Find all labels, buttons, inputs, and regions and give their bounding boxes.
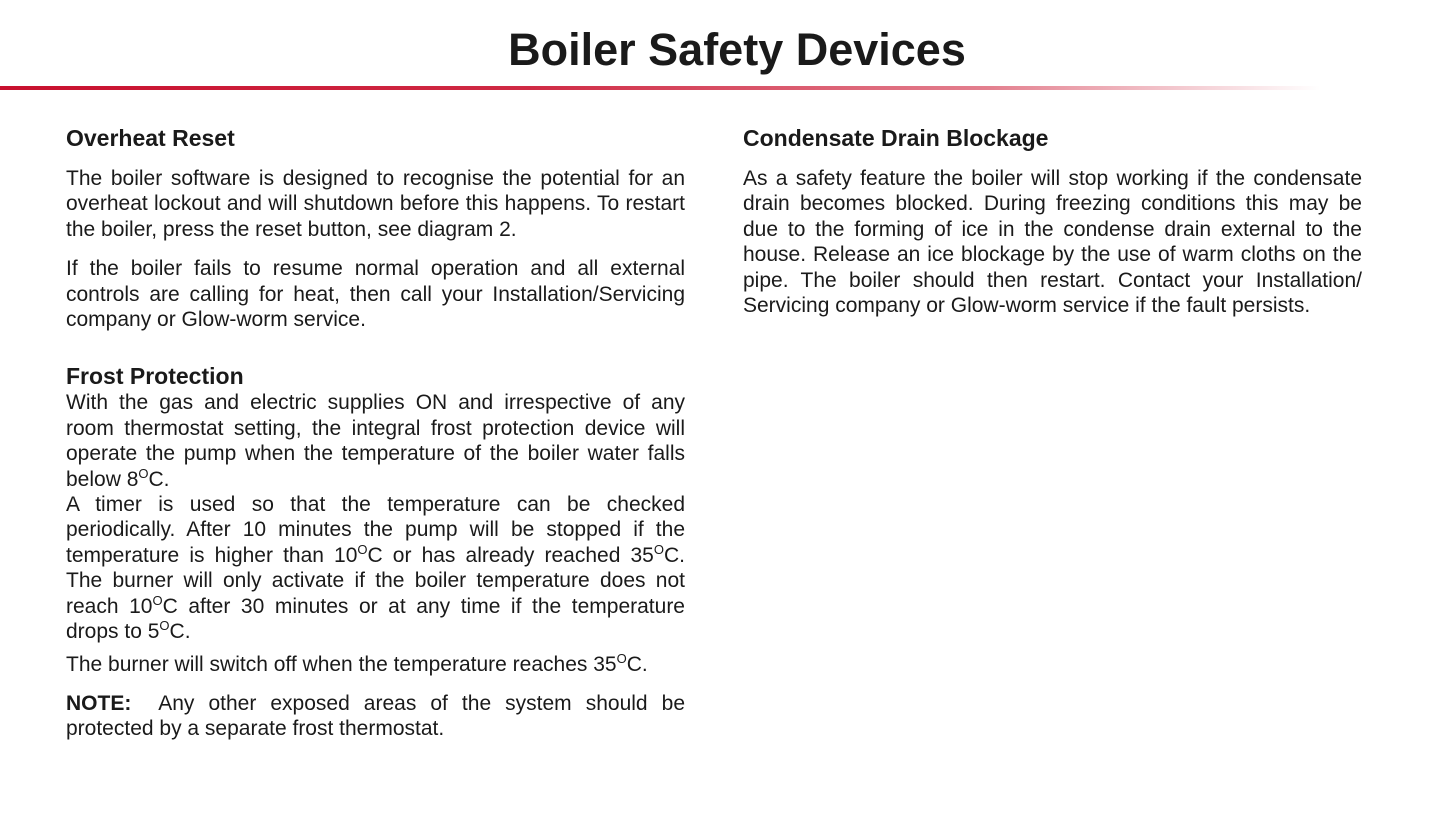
overheat-reset-paragraph-1: The boiler software is designed to recognise the potential for an overheat lockout and will shutdown before this happens. To restart the boiler, press the reset button, see diagram 2. — [66, 167, 685, 241]
degree-symbol: O — [653, 541, 664, 557]
frost-p1-text-a: With the gas and electric supplies ON and irrespective of any room thermostat setting, the integral frost protection device will operate the pump when the temperature of the boiler water falls below 8 — [66, 391, 685, 491]
degree-symbol: O — [152, 592, 163, 608]
frost-p2-text-a: A timer is used so that the temperature can be checked periodically. After 10 minutes the pump will be stopped if the temperature is higher than 10 — [66, 493, 685, 567]
title-divider — [0, 86, 1320, 90]
frost-p1-text-b: C. — [148, 467, 170, 491]
overheat-reset-paragraph-2: If the boiler fails to resume normal operation and all external controls are calling for heat, then call your Installation/Servicing company or Glow-worm service. — [66, 257, 685, 332]
left-column — [66, 124, 691, 742]
overheat-reset-heading: Overheat Reset — [66, 125, 235, 151]
frost-protection-paragraph-3 — [66, 652, 685, 677]
frost-p3-text-b: C. — [626, 652, 648, 676]
degree-symbol: O — [138, 465, 149, 481]
frost-p2-text-c: C. The burner will only activate if the boiler temperature does not reach 10 — [66, 543, 685, 618]
note-label: NOTE: — [66, 691, 132, 715]
degree-symbol: O — [357, 541, 368, 557]
condensate-drain-paragraph: As a safety feature the boiler will stop working if the condensate drain becomes blocked. During freezing conditions this may be due to the forming of ice in the condense drain external to the house. Release an ice blockage by the use of warm cloths on the pipe. The boiler should then restart. Contact your Installation/ Servicing company or Glow-worm service if the fault persists. — [743, 167, 1362, 318]
frost-protection-note — [66, 691, 691, 742]
degree-symbol: O — [159, 618, 170, 634]
frost-protection-paragraph-1 — [66, 390, 685, 492]
degree-symbol: O — [616, 650, 627, 666]
note-text: Any other exposed areas of the system should be protected by a separate frost thermostat. — [66, 691, 691, 741]
frost-p2-text-d: C after 30 minutes or at any time if the temperature drops to 5 — [66, 594, 685, 644]
condensate-drain-heading: Condensate Drain Blockage — [743, 125, 1049, 151]
page-title: Boiler Safety Devices — [508, 24, 966, 75]
right-column — [743, 124, 1362, 318]
frost-protection-heading: Frost Protection — [66, 363, 244, 390]
frost-p2-text-b: C or has already reached 35 — [367, 543, 654, 567]
frost-p3-text-a: The burner will switch off when the temperature reaches 35 — [66, 652, 617, 676]
frost-p2-text-e: C. — [169, 620, 191, 644]
frost-protection-paragraph-2 — [66, 492, 685, 644]
